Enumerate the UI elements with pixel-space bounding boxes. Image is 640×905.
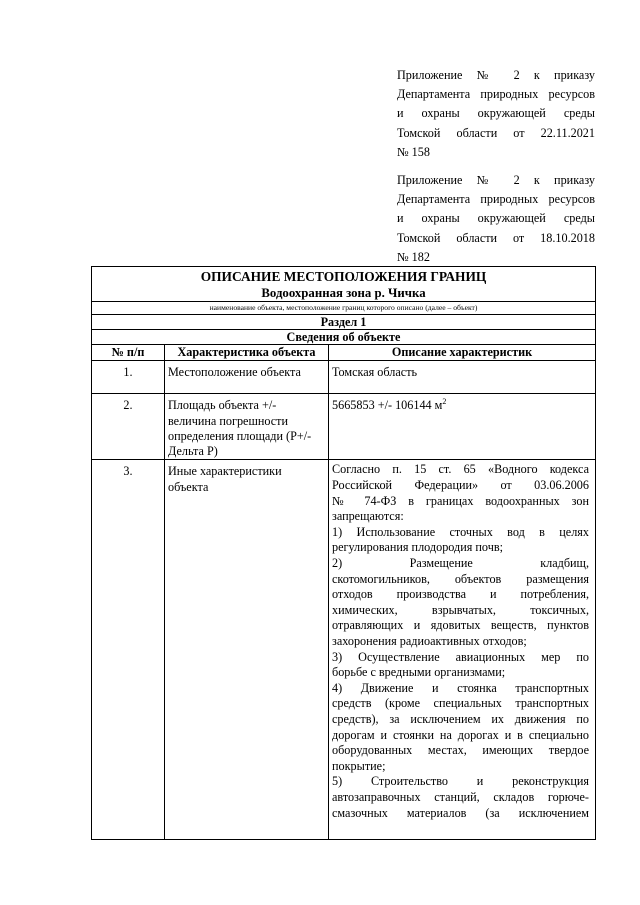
table-row	[92, 394, 596, 460]
annex-line: Приложение № 2 к приказу	[397, 173, 595, 187]
section-row	[92, 315, 596, 330]
desc-line: средств), за исключением их движения по	[332, 711, 589, 726]
annex-line: и охраны окружающей среды	[397, 106, 595, 121]
annex-line: и охраны окружающей среды	[397, 211, 595, 226]
desc-line: химических, взрывчатых, токсичных,	[332, 602, 589, 617]
section-label: Раздел 1	[92, 315, 596, 330]
annex-line: Приложение № 2 к приказу	[397, 68, 595, 82]
desc-line: отходов производства и потребления,	[332, 587, 589, 602]
annex-reference-previous	[397, 171, 595, 267]
note-row	[92, 302, 596, 315]
header-description: Описание характеристик	[329, 345, 596, 361]
desc-line: захоронения радиоактивных отходов;	[332, 634, 527, 649]
section-title: Сведения об объекте	[92, 330, 596, 345]
area-value: 5665853 +/- 106144 м	[332, 398, 443, 413]
desc-line: регулирования плодородия почв;	[332, 540, 503, 555]
desc-line: смазочных материалов (за исключением	[332, 805, 589, 820]
object-note: наименование объекта, местоположение границ которого описано (далее – объект)	[92, 302, 596, 315]
desc-line: 4) Движение и стоянка транспортных	[332, 680, 589, 695]
table-row	[92, 460, 596, 840]
row-num: 3.	[92, 460, 165, 840]
desc-line: 5) Строительство и реконструкция	[332, 774, 589, 789]
desc-line: № 74-ФЗ в границах водоохранных зон	[332, 493, 589, 508]
header-row	[92, 345, 596, 361]
annex-line: № 158	[397, 144, 430, 159]
area-unit-exponent: 2	[442, 397, 447, 407]
desc-line: средств (кроме специальных транспортных	[332, 696, 589, 711]
desc-line: 1) Использование сточных вод в целях	[332, 524, 589, 539]
row-characteristic: Местоположение объекта	[165, 361, 329, 394]
desc-line: 2) Размещение кладбищ,	[332, 556, 589, 571]
header-num: № п/п	[92, 345, 165, 361]
desc-line: оборудованных местах, имеющих твердое	[332, 743, 589, 758]
desc-line: покрытие;	[332, 758, 386, 773]
annex-line: Томской области от 18.10.2018	[397, 230, 595, 245]
desc-line: автозаправочных станций, складов горюче-	[332, 789, 589, 804]
annex-line: № 182	[397, 249, 430, 264]
object-name: Водоохранная зона р. Чичка	[261, 286, 426, 300]
row-num: 1.	[92, 361, 165, 394]
annex-reference-current	[397, 66, 595, 162]
desc-line: Согласно п. 15 ст. 65 «Водного кодекса	[332, 462, 589, 477]
header-characteristic: Характеристика объекта	[165, 345, 329, 361]
annex-line: Томской области от 22.11.2021	[397, 125, 595, 140]
section-title-row	[92, 330, 596, 345]
document-title: ОПИСАНИЕ МЕСТОПОЛОЖЕНИЯ ГРАНИЦ	[200, 269, 487, 284]
title-row	[92, 267, 596, 302]
row-description	[329, 460, 596, 840]
desc-line: запрещаются:	[332, 509, 404, 524]
desc-line: борьбе с вредными организмами;	[332, 665, 506, 680]
desc-line: дорогам и стоянки на дорогах и в специально	[332, 727, 589, 742]
desc-line: отравляющих и ядовитых веществ, пунктов	[332, 618, 589, 633]
desc-line: скотомогильников, объектов размещения	[332, 571, 589, 586]
row-description	[329, 394, 596, 460]
annex-line: Департамента природных ресурсов	[397, 87, 595, 102]
table-row	[92, 361, 596, 394]
row-characteristic: Площадь объекта +/- величина погрешности определения площади (Р+/- Дельта Р)	[165, 394, 329, 460]
desc-line: Российской Федерации» от 03.06.2006	[332, 478, 589, 493]
row-characteristic: Иные характеристики объекта	[165, 460, 329, 840]
boundary-description-table	[91, 266, 596, 840]
desc-line: 3) Осуществление авиационных мер по	[332, 649, 589, 664]
row-num: 2.	[92, 394, 165, 460]
row-description: Томская область	[329, 361, 596, 394]
annex-line: Департамента природных ресурсов	[397, 192, 595, 207]
